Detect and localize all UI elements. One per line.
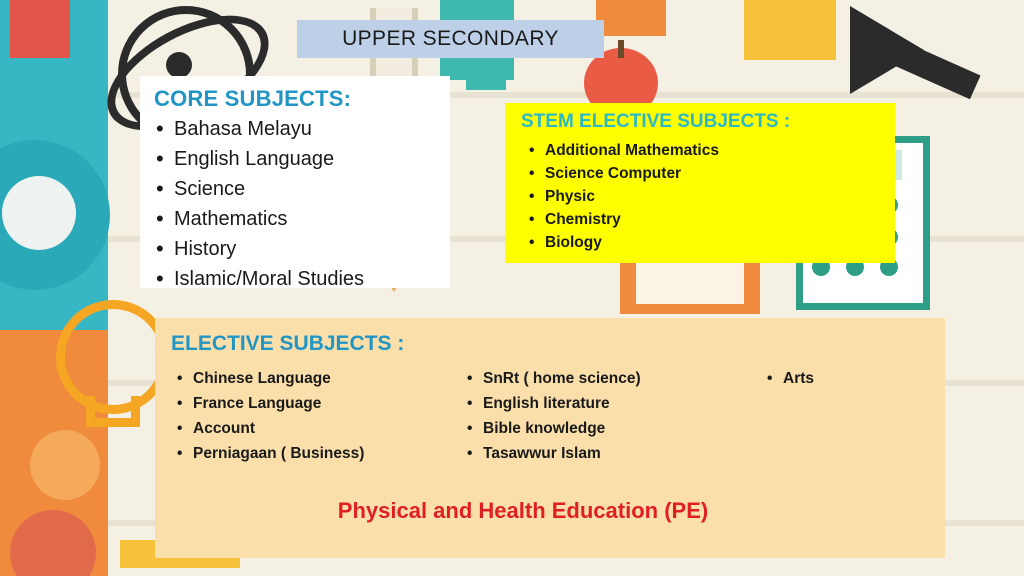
list-item: • History — [174, 234, 440, 264]
elective-list-1 — [171, 366, 461, 466]
physical-education-note: Physical and Health Education (PE) — [337, 498, 709, 523]
lightbulb-base-icon — [86, 396, 140, 427]
stem-elective-list — [521, 139, 885, 254]
list-item: • Biology — [545, 231, 885, 254]
list-item: • SnRt ( home science) — [483, 366, 761, 391]
list-item: • Arts — [783, 366, 911, 391]
flask-icon — [466, 60, 506, 90]
list-item: • Physic — [545, 185, 885, 208]
list-item: • Science — [174, 174, 440, 204]
list-item: • Chemistry — [545, 208, 885, 231]
atom-nucleus-icon — [166, 52, 192, 78]
elective-subjects-heading: ELECTIVE SUBJECTS : — [171, 332, 405, 355]
list-item: • Additional Mathematics — [545, 139, 885, 162]
list-item: • Bible knowledge — [483, 416, 761, 441]
core-subjects-heading: CORE SUBJECTS: — [154, 86, 352, 111]
elective-column-1 — [171, 366, 461, 466]
list-item: • Mathematics — [174, 204, 440, 234]
list-item: • Chinese Language — [193, 366, 461, 391]
list-item: • Perniagaan ( Business) — [193, 441, 461, 466]
list-item: • Bahasa Melayu — [174, 114, 440, 144]
book-page-icon — [636, 260, 744, 304]
elective-column-3 — [761, 366, 911, 466]
slide-title-banner — [297, 20, 604, 58]
bg-orange-block — [596, 0, 666, 36]
elective-columns — [171, 366, 935, 466]
list-item: • France Language — [193, 391, 461, 416]
page-title: UPPER SECONDARY — [342, 27, 559, 50]
elective-list-2 — [461, 366, 761, 466]
stem-elective-card — [505, 103, 895, 263]
apple-stem-icon — [618, 40, 624, 58]
list-item: • Tasawwur Islam — [483, 441, 761, 466]
list-item: • Islamic/Moral Studies — [174, 264, 440, 294]
stem-elective-heading: STEM ELECTIVE SUBJECTS : — [521, 111, 791, 132]
bg-red-rect — [10, 0, 70, 58]
bg-yellow-rect-top — [744, 0, 836, 60]
list-item: • Science Computer — [545, 162, 885, 185]
core-subjects-card — [140, 76, 450, 288]
bg-circle-orange-small — [30, 430, 100, 500]
list-item: • English Language — [174, 144, 440, 174]
elective-column-2 — [461, 366, 761, 466]
core-subjects-list — [154, 114, 440, 294]
list-item: • Account — [193, 416, 461, 441]
bg-circle-white — [2, 176, 76, 250]
elective-subjects-card — [155, 318, 945, 558]
list-item: • English literature — [483, 391, 761, 416]
elective-list-3 — [761, 366, 911, 391]
